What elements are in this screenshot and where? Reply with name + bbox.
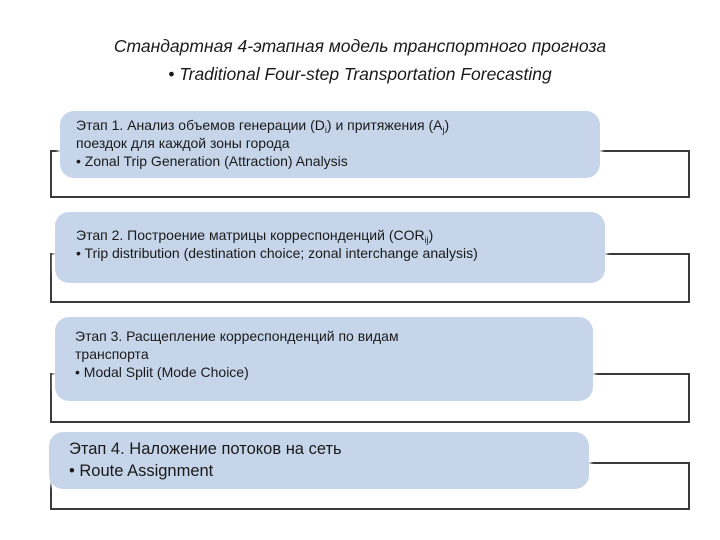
stage-4-box — [49, 432, 589, 489]
stage-4-english: • Route Assignment — [69, 462, 214, 480]
stage-3-english: • Modal Split (Mode Choice) — [75, 364, 249, 380]
stage-3-box — [55, 317, 593, 401]
stage-2-english: • Trip distribution (destination choice; zonal interchange analysis) — [76, 245, 478, 261]
stage-2-box — [55, 212, 605, 283]
stage-4-heading: Этап 4. Наложение потоков на сеть — [69, 440, 342, 458]
stage-2-heading: Этап 2. Построение матрицы корреспонденций $(COR_{ij})$ — [76, 227, 434, 245]
stage-3-heading: Этап 3. Расщепление корреспонденций по видам — [75, 328, 399, 344]
stage-1-english: • Zonal Trip Generation (Attraction) Analysis — [76, 153, 348, 169]
title-english: • Traditional Four-step Transportation Forecasting — [168, 64, 552, 84]
stage-1-box — [60, 111, 600, 178]
title-russian: Стандартная 4-этапная модель транспортного прогноза — [113, 36, 607, 56]
stage-1-heading: Этап 1. Анализ объемов генерации $(D_i)$ и притяжения $(A_j)$ — [76, 117, 450, 135]
stage-3-heading-cont: транспорта — [75, 346, 149, 362]
stage-1-heading-cont: поездок для каждой зоны города — [76, 135, 290, 151]
slide-title — [0, 32, 720, 88]
